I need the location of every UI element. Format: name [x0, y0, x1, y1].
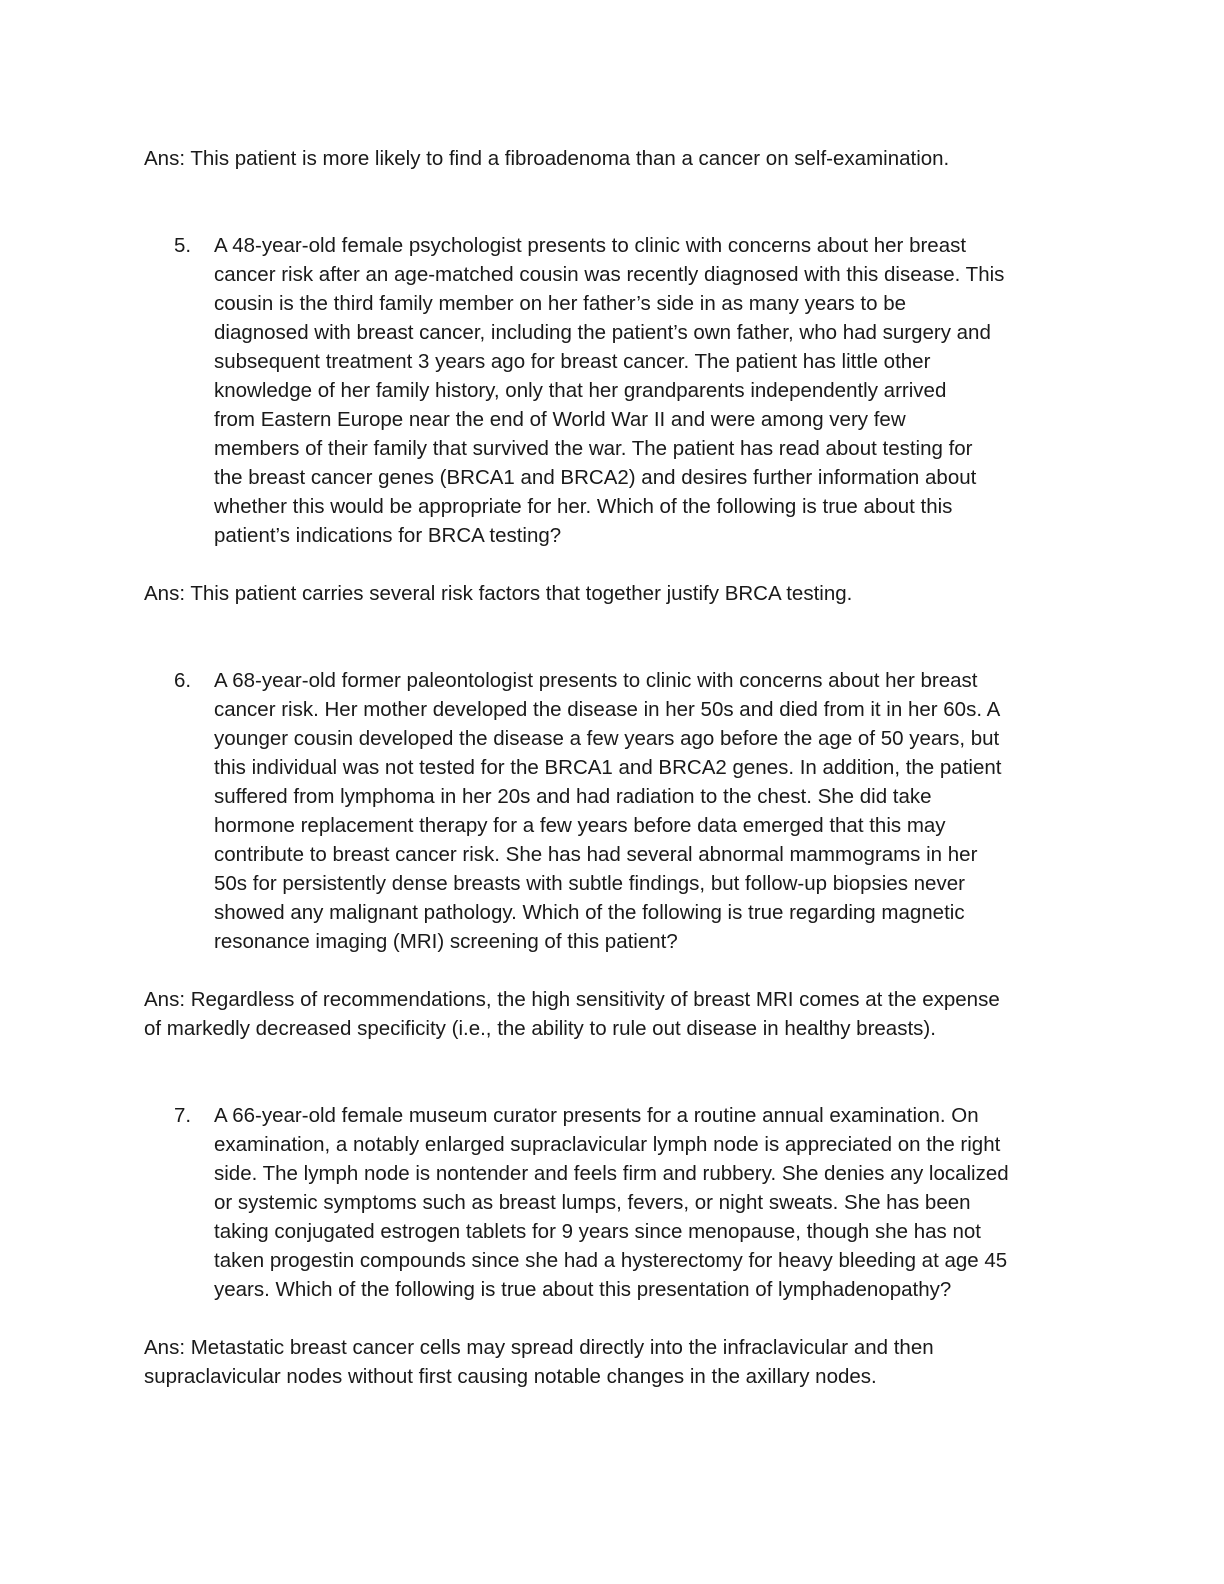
question-line: A 68-year-old former paleontologist presents to clinic with concerns about her breast — [214, 669, 978, 692]
question-line: whether this would be appropriate for her. Which of the following is true about this — [214, 495, 953, 518]
question-line: patient’s indications for BRCA testing? — [214, 524, 562, 547]
question-line: A 66-year-old female museum curator presents for a routine annual examination. On — [214, 1104, 979, 1127]
question-line: this individual was not tested for the BRCA1 and BRCA2 genes. In addition, the patient — [214, 756, 1002, 779]
question-line: cancer risk. Her mother developed the disease in her 50s and died from it in her 60s. A — [214, 698, 1001, 721]
answer-7 — [144, 1333, 1074, 1391]
answer-line: of markedly decreased specificity (i.e., the ability to rule out disease in healthy breasts). — [144, 1017, 936, 1040]
question-5 — [144, 231, 1074, 550]
answer-line: Ans: This patient carries several risk factors that together justify BRCA testing. — [144, 582, 853, 605]
question-line: members of their family that survived the war. The patient has read about testing for — [214, 437, 973, 460]
question-line: from Eastern Europe near the end of World War II and were among very few — [214, 408, 906, 431]
question-line: younger cousin developed the disease a few years ago before the age of 50 years, but — [214, 727, 1000, 750]
question-line: suffered from lymphoma in her 20s and had radiation to the chest. She did take — [214, 785, 932, 808]
question-line: resonance imaging (MRI) screening of this patient? — [214, 930, 678, 953]
answer-5 — [144, 579, 1074, 608]
question-text — [214, 666, 1074, 956]
question-line: subsequent treatment 3 years ago for breast cancer. The patient has little other — [214, 350, 931, 373]
question-line: 50s for persistently dense breasts with subtle findings, but follow-up biopsies never — [214, 872, 965, 895]
question-line: examination, a notably enlarged supraclavicular lymph node is appreciated on the right — [214, 1133, 1001, 1156]
question-line: contribute to breast cancer risk. She has had several abnormal mammograms in her — [214, 843, 978, 866]
question-6 — [144, 666, 1074, 956]
question-number: 6. — [174, 669, 192, 692]
question-number: 7. — [174, 1104, 192, 1127]
question-line: A 48-year-old female psychologist presents to clinic with concerns about her breast — [214, 234, 967, 257]
question-7 — [144, 1101, 1074, 1304]
question-text — [214, 1101, 1074, 1304]
question-line: years. Which of the following is true about this presentation of lymphadenopathy? — [214, 1278, 952, 1301]
question-number: 5. — [174, 234, 192, 257]
question-line: cancer risk after an age-matched cousin was recently diagnosed with this disease. This — [214, 263, 1005, 286]
answer-line: Ans: Regardless of recommendations, the high sensitivity of breast MRI comes at the expense — [144, 988, 1000, 1011]
question-line: hormone replacement therapy for a few years before data emerged that this may — [214, 814, 946, 837]
question-line: taken progestin compounds since she had a hysterectomy for heavy bleeding at age 45 — [214, 1249, 1008, 1272]
question-line: showed any malignant pathology. Which of the following is true regarding magnetic — [214, 901, 965, 924]
question-line: the breast cancer genes (BRCA1 and BRCA2) and desires further information about — [214, 466, 977, 489]
answer-line: Ans: Metastatic breast cancer cells may spread directly into the infraclavicular and then — [144, 1336, 934, 1359]
question-text — [214, 231, 1074, 550]
question-line: knowledge of her family history, only that her grandparents independently arrived — [214, 379, 947, 402]
question-line: taking conjugated estrogen tablets for 9 years since menopause, though she has not — [214, 1220, 981, 1243]
question-line: or systemic symptoms such as breast lumps, fevers, or night sweats. She has been — [214, 1191, 971, 1214]
answer-line: supraclavicular nodes without first causing notable changes in the axillary nodes. — [144, 1365, 877, 1388]
question-line: diagnosed with breast cancer, including the patient’s own father, who had surgery and — [214, 321, 991, 344]
answer-4 — [144, 144, 1074, 173]
question-line: side. The lymph node is nontender and feels firm and rubbery. She denies any localized — [214, 1162, 1009, 1185]
answer-6 — [144, 985, 1074, 1043]
question-line: cousin is the third family member on her father’s side in as many years to be — [214, 292, 907, 315]
answer-line: Ans: This patient is more likely to find a fibroadenoma than a cancer on self-examination. — [144, 147, 950, 170]
